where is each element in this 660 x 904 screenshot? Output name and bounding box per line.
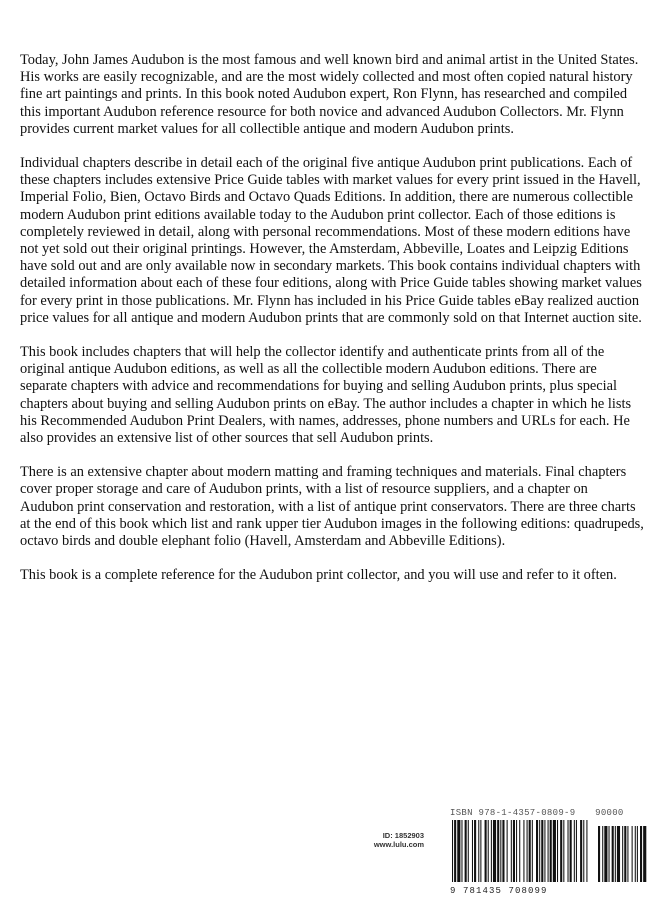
barcode-addon-bar	[635, 826, 636, 882]
barcode-addon-bar	[637, 826, 638, 882]
barcode-bar	[532, 820, 533, 882]
barcode-addon-bar	[602, 826, 603, 882]
barcode-bar	[457, 820, 460, 882]
paragraph-intro: Today, John James Audubon is the most famous and well known bird and animal artist in the United States. His works are easily recognizable, and are the most widely collected and most often copied natural history fine art paintings and prints. In this book noted Audubon expert, Ron Flynn, has researched and compiled this important Audubon reference resource for both novice and advanced Audubon Collectors. Mr. Flynn provides current market values for all collectible antique and modern Audubon prints.	[20, 52, 639, 137]
isbn-addon: 90000	[595, 808, 624, 818]
barcode-bar	[560, 820, 562, 882]
barcode-bar	[513, 820, 515, 882]
barcode-addon-bar	[604, 826, 607, 882]
barcode-bar	[511, 820, 512, 882]
barcode-bar	[472, 820, 473, 882]
barcode-bar	[544, 820, 545, 882]
barcode-addon-bar	[632, 826, 633, 882]
barcode-bar	[541, 820, 543, 882]
barcode-bar	[474, 820, 476, 882]
barcode-addon-bar	[622, 826, 623, 882]
barcode-bar	[480, 820, 481, 882]
barcode-bars-icon	[448, 820, 648, 886]
barcode-bar	[454, 820, 456, 882]
isbn-barcode	[448, 808, 648, 900]
barcode-bar	[519, 820, 520, 882]
barcode-bar	[507, 820, 508, 882]
barcode-digits: 9 781435 708099	[450, 886, 548, 896]
barcode-addon-bar	[617, 826, 620, 882]
barcode-bar	[539, 820, 540, 882]
back-cover-description	[20, 52, 644, 601]
barcode-bar	[468, 820, 469, 882]
barcode-bar	[574, 820, 575, 882]
publisher-imprint	[360, 831, 424, 849]
barcode-bar	[461, 820, 462, 882]
barcode-bar	[529, 820, 531, 882]
barcode-bar	[568, 820, 569, 882]
barcode-bar	[497, 820, 499, 882]
barcode-addon-bar	[627, 826, 628, 882]
barcode-bar	[500, 820, 501, 882]
barcode-bar	[452, 820, 453, 882]
barcode-bar	[465, 820, 467, 882]
barcode-bar	[548, 820, 549, 882]
barcode-bar	[557, 820, 558, 882]
paragraph-chapters: Individual chapters describe in detail each of the original five antique Audubon print publications. Each of these chapters includes extensive Price Guide tables with market values for every print issued in the Havell, Imperial Folio, Bien, Octavo Birds and Octavo Quads Editions. In addition, there are numerous collectible modern Audubon print editions available today to the Audubon print collector. Each of those editions is completely reviewed in detail, along with personal recommendations. Most of these modern editions have not yet sold out their original printings. However, the Amsterdam, Abbeville, Loates and Leipzig Editions have sold out and are only available now in secondary markets. This book contains individual chapters with detailed information about each of these four editions, along with Price Guide tables showing market values for every print in those publications. Mr. Flynn has included in his Price Guide tables eBay realized auction price values for all antique and modern Audubon prints that are commonly sold on that Internet auction site.	[20, 155, 642, 326]
barcode-bar	[553, 820, 556, 882]
paragraph-identification: This book includes chapters that will help the collector identify and authenticate prints from all of the original antique Audubon editions, as well as all the collectible modern Audubon editions. There are separate chapters with advice and recommendations for buying and selling Audubon prints, plus special chapters about buying and selling Audubon prints on eBay. The author includes a chapter in which he lists his Recommended Audubon Print Dealers, with names, addresses, phone numbers and URLs for each. He also provides an extensive list of other sources that sell Audubon prints.	[20, 344, 632, 447]
publisher-url: www.lulu.com	[373, 840, 424, 849]
barcode-bar	[527, 820, 528, 882]
paragraph-framing: There is an extensive chapter about modern matting and framing techniques and materials. Final chapters cover proper storage and care of Audubon prints, with a list of resource suppliers, and a chapter on Audubon print conservation and restoration, with a list of antique print conservators. There are three charts at the end of this book which list and rank upper tier Audubon images in the following editions: quadrupeds, octavo birds and double elephant folio (Havell, Amsterdam and Abbeville Editions).	[20, 464, 644, 550]
barcode-bar	[488, 820, 489, 882]
barcode-bar	[478, 820, 479, 882]
barcode-bar	[563, 820, 564, 882]
paragraph-closing: This book is a complete reference for the Audubon print collector, and you will use and refer to it often.	[20, 567, 617, 584]
barcode-bar	[586, 820, 587, 882]
barcode-addon-bar	[612, 826, 614, 882]
barcode-addon-bar	[609, 826, 610, 882]
barcode-bar	[491, 820, 492, 882]
isbn-number: ISBN 978-1-4357-0809-9	[450, 808, 576, 818]
barcode-bar	[536, 820, 538, 882]
barcode-addon-bar	[643, 826, 646, 882]
barcode-bar	[580, 820, 582, 882]
barcode-addon-bar	[598, 826, 600, 882]
barcode-bar	[583, 820, 584, 882]
barcode-bar	[576, 820, 577, 882]
barcode-bar	[502, 820, 504, 882]
barcode-addon-bar	[615, 826, 616, 882]
barcode-bar	[485, 820, 487, 882]
barcode-bar	[550, 820, 552, 882]
barcode-bar	[516, 820, 517, 882]
barcode-bar	[493, 820, 496, 882]
barcode-bar	[570, 820, 572, 882]
barcode-addon-bar	[640, 826, 642, 882]
barcode-addon-bar	[624, 826, 626, 882]
isbn-label	[450, 808, 646, 818]
publisher-id: ID: 1852903	[382, 831, 424, 840]
barcode-bar	[523, 820, 524, 882]
